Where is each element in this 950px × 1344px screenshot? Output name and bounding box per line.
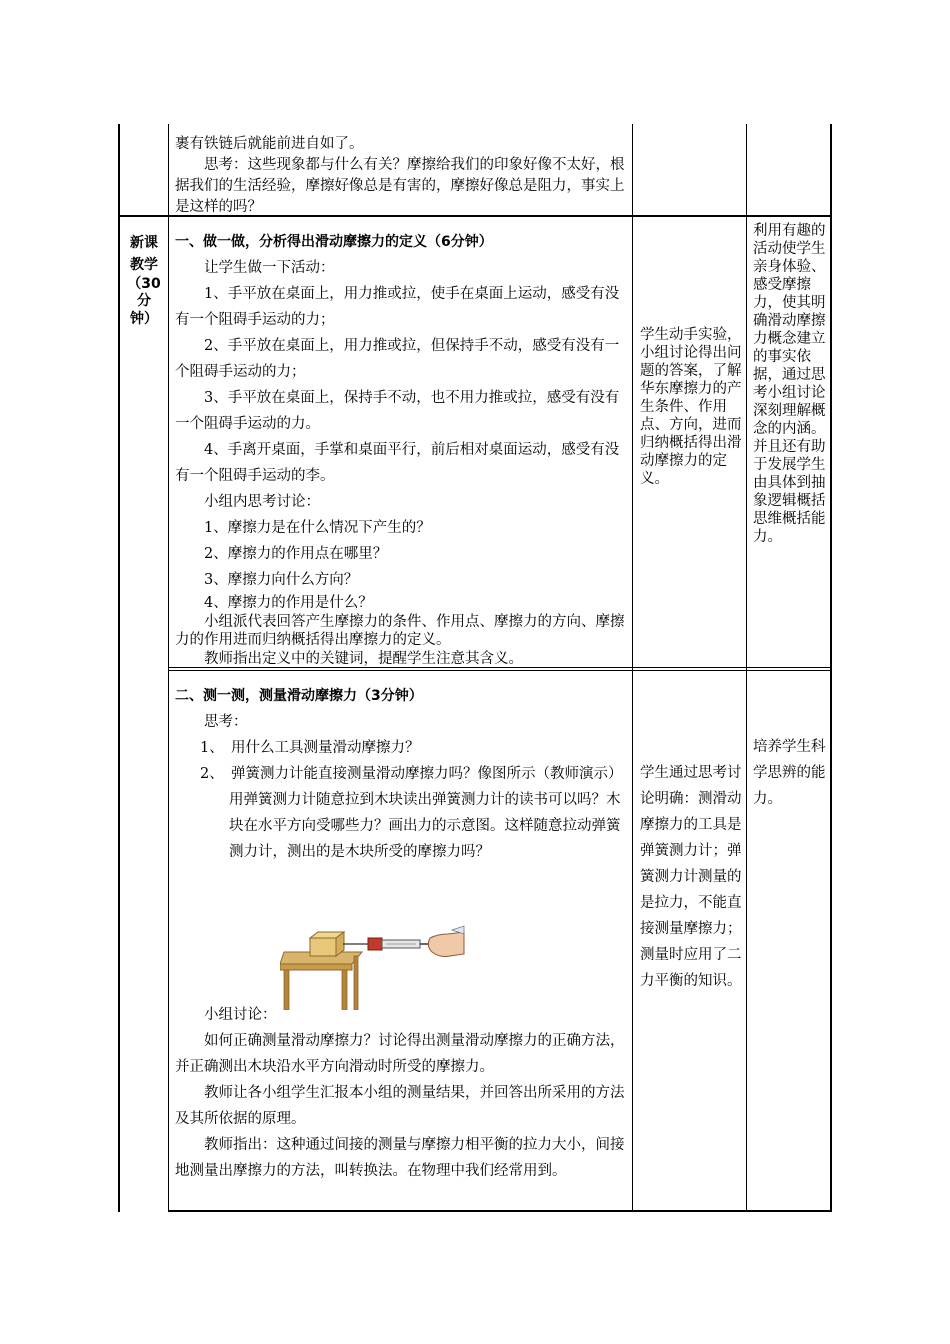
question-1: 1、 用什么工具测量滑动摩擦力？ [200,740,420,756]
section2-paragraph-3: 教师指出：这种通过间接的测量与摩擦力相平衡的拉力大小，间接地测量出摩擦力的方法，叫转换法。在物理中我们经常用到。 [175,1137,625,1179]
section1-content [175,229,630,669]
section2-content-lower [175,1002,630,1184]
section1-heading: 一、做一做，分析得出滑动摩擦力的定义（6分钟） [175,234,493,250]
col-divider-3 [746,124,747,1212]
think-label: 思考： [204,714,248,730]
summary-1: 小组派代表回答产生摩擦力的条件、作用点、摩擦力的方向、摩擦力的作用进而归纳概括得出摩擦力的定义。 [175,614,625,648]
col-divider-2 [632,124,633,1212]
row-rule-3 [168,1210,832,1212]
col-divider-1 [168,124,169,1212]
question-item: 3、摩擦力向什么方向？ [204,572,359,588]
discuss-title: 小组内思考讨论： [204,494,320,510]
section2-content [175,683,630,865]
section1-design-intent: 利用有趣的活动使学生亲身体验、感受摩擦力，使其明确滑动摩擦力概念建立的事实依据，通过思考小组讨论深刻理解概念的内涵。并且还有助于发展学生由具体到抽象逻辑概括思维概括能力。 [753,223,826,545]
section2-heading: 二、测一测，测量滑动摩擦力（3分钟） [175,688,423,704]
wood-block [310,932,344,956]
table-left-border [118,124,120,1212]
top-line-1: 裹有铁链后就能前进自如了。 [175,136,364,152]
section2-paragraph-1: 如何正确测量滑动摩擦力？讨论得出测量滑动摩擦力的正确方法，并正确测出木块沿水平方向滑动时所受的摩擦力。 [175,1033,625,1075]
group-discuss-label: 小组讨论： [204,1007,277,1023]
stage-label: 新课 教学 （30 分 钟） [127,235,161,327]
summary-2: 教师指出定义中的关键词，提醒学生注意其含义。 [204,651,523,667]
question-2: 2、 弹簧测力计能直接测量滑动摩擦力吗？像图所示（教师演示）用弹簧测力计随意拉到木块读出弹簧测力计的读书可以吗？木块在水平方向受哪些力？画出力的示意图。这样随意拉动弹簧测力计，测出的是木块所受的摩擦力吗？ [200,766,623,860]
hand-illustration [428,926,464,957]
activity-item: 2、手平放在桌面上，用力推或拉，但保持手不动，感受有没有一个阻碍手运动的力； [175,338,620,380]
row-rule-2b [168,670,832,671]
spring-scale [343,938,430,950]
section2-paragraph-2: 教师让各小组学生汇报本小组的测量结果，并回答出所采用的方法及其所依据的原理。 [175,1085,625,1127]
section1-intro: 让学生做一下活动： [204,260,335,276]
question-item: 1、摩擦力是在什么情况下产生的？ [204,520,431,536]
spring-scale-figure [280,912,465,1010]
section2-design-intent: 培养学生科学思辨的能力。 [753,739,826,807]
section1-student-activity: 学生动手实验，小组讨论得出问题的答案，了解华东摩擦力的产生条件、作用点、方向，进而归纳概括得出滑动摩擦力的定义。 [640,327,742,487]
section2-student-activity: 学生通过思考讨论明确：测滑动摩擦力的工具是弹簧测力计；弹簧测力计测量的是拉力，不能直接测量摩擦力；测量时应用了二力平衡的知识。 [640,765,742,989]
activity-item: 4、手离开桌面，手掌和桌面平行，前后相对桌面运动，感受有没有一个阻碍手运动的李。 [175,442,620,484]
top-line-2: 思考：这些现象都与什么有关？摩擦给我们的印象好像不太好，根据我们的生活经验，摩擦好像总是有害的，摩擦好像总是阻力，事实上是这样的吗？ [175,157,625,215]
activity-item: 3、手平放在桌面上，保持手不动，也不用力推或拉，感受有没有一个阻碍手运动的力。 [175,390,620,432]
top-content-cell [175,134,630,218]
question-item: 2、摩擦力的作用点在哪里？ [204,546,388,562]
question-item: 4、摩擦力的作用是什么？ [204,595,373,611]
activity-item: 1、手平放在桌面上，用力推或拉，使手在桌面上运动，感受有没有一个阻碍手运动的力； [175,286,620,328]
table-right-border [830,124,832,1212]
